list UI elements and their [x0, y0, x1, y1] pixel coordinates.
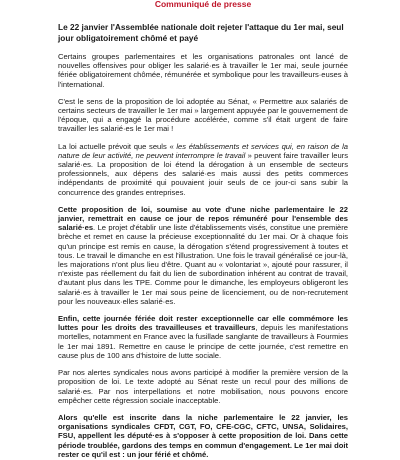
text-run: . Le projet d'établir une liste d'établissements visés, constitue une première brèche et remet en cause la précieuse exceptionnalité du 1er mai. Or à chaque fois qu'un principe est remis en cause, la dérogation s'étend progressivement à toutes et tous. Le travail le dimanche en est l'illustration. Une fois le travail généralisé ce jour-là, les majorations n'ont plus lieu d'être. Quant au « volontariat », ajouté pour rassurer, il n'existe pas réellement du fait du lien de subordination inhérent au contrat de travail, d'autant plus dans les TPE. Comme pour le dimanche, les employeurs obligeront les salarié·es à travailler le 1er mai sous peine de licenciement, ou de non-recrutement pour les nouveaux·elles salarié·es.: [58, 223, 348, 306]
text-run: , depuis les manifestations mortelles, notamment en France avec la fusillade sanglante de travailleurs à Fourmies le 1er mai 1891. Remettre en cause le principe de cette journée, c'est remettre en cause plus de 100 ans d'histoire de lutte sociale.: [58, 323, 348, 360]
italic-quote: les établissements et services qui, en raison de la nature de leur activité, ne peuvent interrompre le travail: [58, 141, 348, 160]
paragraph-call: [58, 413, 348, 459]
paragraph-intro: Certains groupes parlementaires et les organisations patronales ont lancé de nouvelles offensives pour obliger les salarié·es à travailler le 1er mai, seule journée fériée obligatoirement chômée, rémunérée et symbolique pour les travailleurs·euses à l'international.: [58, 52, 348, 89]
paragraph-history: [58, 314, 348, 360]
paragraph-current-law: [58, 142, 348, 197]
paragraph-senate: C'est le sens de la proposition de loi adoptée au Sénat, « Permettre aux salariés de certains secteurs de travailler le 1er mai » largement appuyée par le gouvernement de l'époque, qui a engagé la procédure accélérée, comme s'il était urgent de faire travailler les salarié·es le 1er mai !: [58, 96, 348, 134]
text-run: La loi actuelle prévoit que seuls «: [58, 141, 177, 151]
document-title: Le 22 janvier l'Assemblée nationale doit rejeter l'attaque du 1er mai, seul jour obligatoirement chômé et payé: [58, 22, 344, 43]
document-banner: Communiqué de presse: [154, 0, 252, 9]
bold-statement: Alors qu'elle est inscrite dans la niche parlementaire le 22 janvier, les organisations syndicales CFDT, CGT, FO, CFE-CGC, CFTC, UNSA, Solidaires, FSU, appellent les député·es à s'opposer à cette proposition de loi. Dans cette période troublée, gardons des temps en commun d'engagement. Le 1er mai doit rester ce qu'il est : un jour férié et chômé.: [58, 412, 348, 459]
bold-statement: Enfin, cette journée fériée doit rester exceptionnelle car elle commémore les luttes pour les droits des travailleuses et travailleurs: [58, 314, 348, 333]
paragraph-vote: [58, 205, 348, 306]
paragraph-alerts: Par nos alertes syndicales nous avons participé à modifier la première version de la proposition de loi. Le texte adopté au Sénat reste un recul pour des millions de salarié·es. Par nos interpellations et notre mobilisation, nous pouvons encore empêcher cette régression sociale inacceptable.: [58, 368, 348, 405]
bold-statement: Cette proposition de loi, soumise au vote d'une niche parlementaire le 22 janvier, remettrait en cause ce jour de repos rémunéré pour l'ensemble des salarié·es: [58, 204, 348, 233]
text-run: » peuvent faire travailler leurs salarié·es. La proposition de loi étend la dérogation à un ensemble de secteurs professionnels, aux dépens des salarié·es mais aussi des petits commerces indépendants de proximité qui pouvaient jouir seuls de ce jour-ci sans subir la concurrence des grandes entreprises.: [58, 150, 348, 197]
